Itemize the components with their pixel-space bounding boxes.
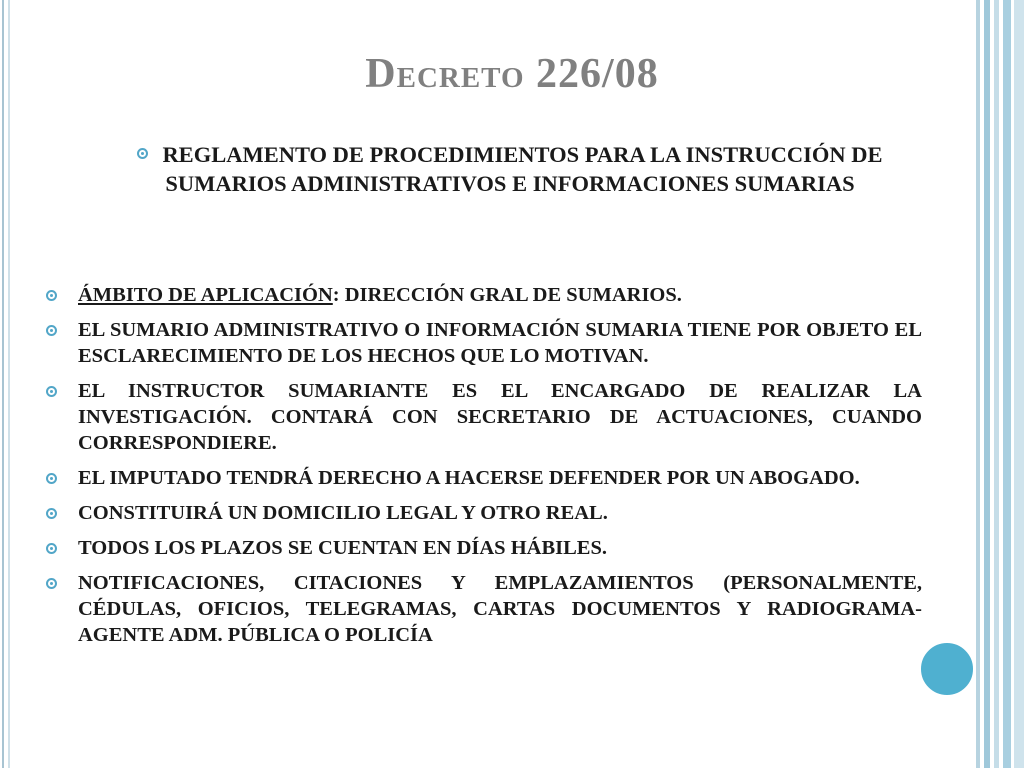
bullet-icon: [46, 473, 57, 484]
right-stripe: [984, 0, 990, 768]
bullet-icon: [46, 578, 57, 589]
bullet-icon: [137, 148, 148, 159]
bullet-icon: [46, 386, 57, 397]
list-item: [46, 535, 922, 561]
bullet-icon: [46, 290, 57, 301]
list-item-text: CONSTITUIRÁ UN DOMICILIO LEGAL Y OTRO REAL.: [78, 502, 608, 524]
list-item: [46, 465, 922, 491]
list-item: [46, 282, 922, 308]
list-item: [46, 378, 922, 456]
right-stripe: [976, 0, 980, 768]
bullet-icon: [46, 508, 57, 519]
list-item: [46, 317, 922, 369]
list-item-text: EL IMPUTADO TENDRÁ DERECHO A HACERSE DEFENDER POR UN ABOGADO.: [78, 467, 860, 489]
list-item: [46, 570, 922, 648]
right-stripe: [1003, 0, 1011, 768]
right-stripe: [994, 0, 999, 768]
subtitle: [130, 140, 890, 198]
subtitle-text: REGLAMENTO DE PROCEDIMIENTOS PARA LA INSTRUCCIÓN DE SUMARIOS ADMINISTRATIVOS E INFORMACIONES SUMARIAS: [162, 142, 883, 196]
list-item-text: NOTIFICACIONES, CITACIONES Y EMPLAZAMIENTOS (PERSONALMENTE, CÉDULAS, OFICIOS, TELEGRAMAS, CARTAS DOCUMENTOS Y RADIOGRAMA-AGENTE ADM. PÚBLICA O POLICÍA: [78, 572, 922, 646]
list-item-lead: ÁMBITO DE APLICACIÓN: [78, 284, 333, 306]
right-stripe: [1014, 0, 1024, 768]
bullet-icon: [46, 325, 57, 336]
left-edge-line: [2, 0, 4, 768]
list-item-text: EL INSTRUCTOR SUMARIANTE ES EL ENCARGADO DE REALIZAR LA INVESTIGACIÓN. CONTARÁ CON SECRETARIO DE ACTUACIONES, CUANDO CORRESPONDIERE.: [78, 380, 922, 454]
list-item-text: EL SUMARIO ADMINISTRATIVO O INFORMACIÓN SUMARIA TIENE POR OBJETO EL ESCLARECIMIENTO DE LOS HECHOS QUE LO MOTIVAN.: [78, 319, 922, 367]
slide-title: Decreto 226/08: [365, 51, 659, 97]
list-item-text: : DIRECCIÓN GRAL DE SUMARIOS.: [332, 284, 682, 306]
bullet-list: [46, 282, 922, 657]
list-item-text: TODOS LOS PLAZOS SE CUENTAN EN DÍAS HÁBILES.: [78, 537, 607, 559]
list-item: [46, 500, 922, 526]
left-edge-line: [8, 0, 10, 768]
bullet-icon: [46, 543, 57, 554]
decorative-circle: [918, 640, 976, 698]
